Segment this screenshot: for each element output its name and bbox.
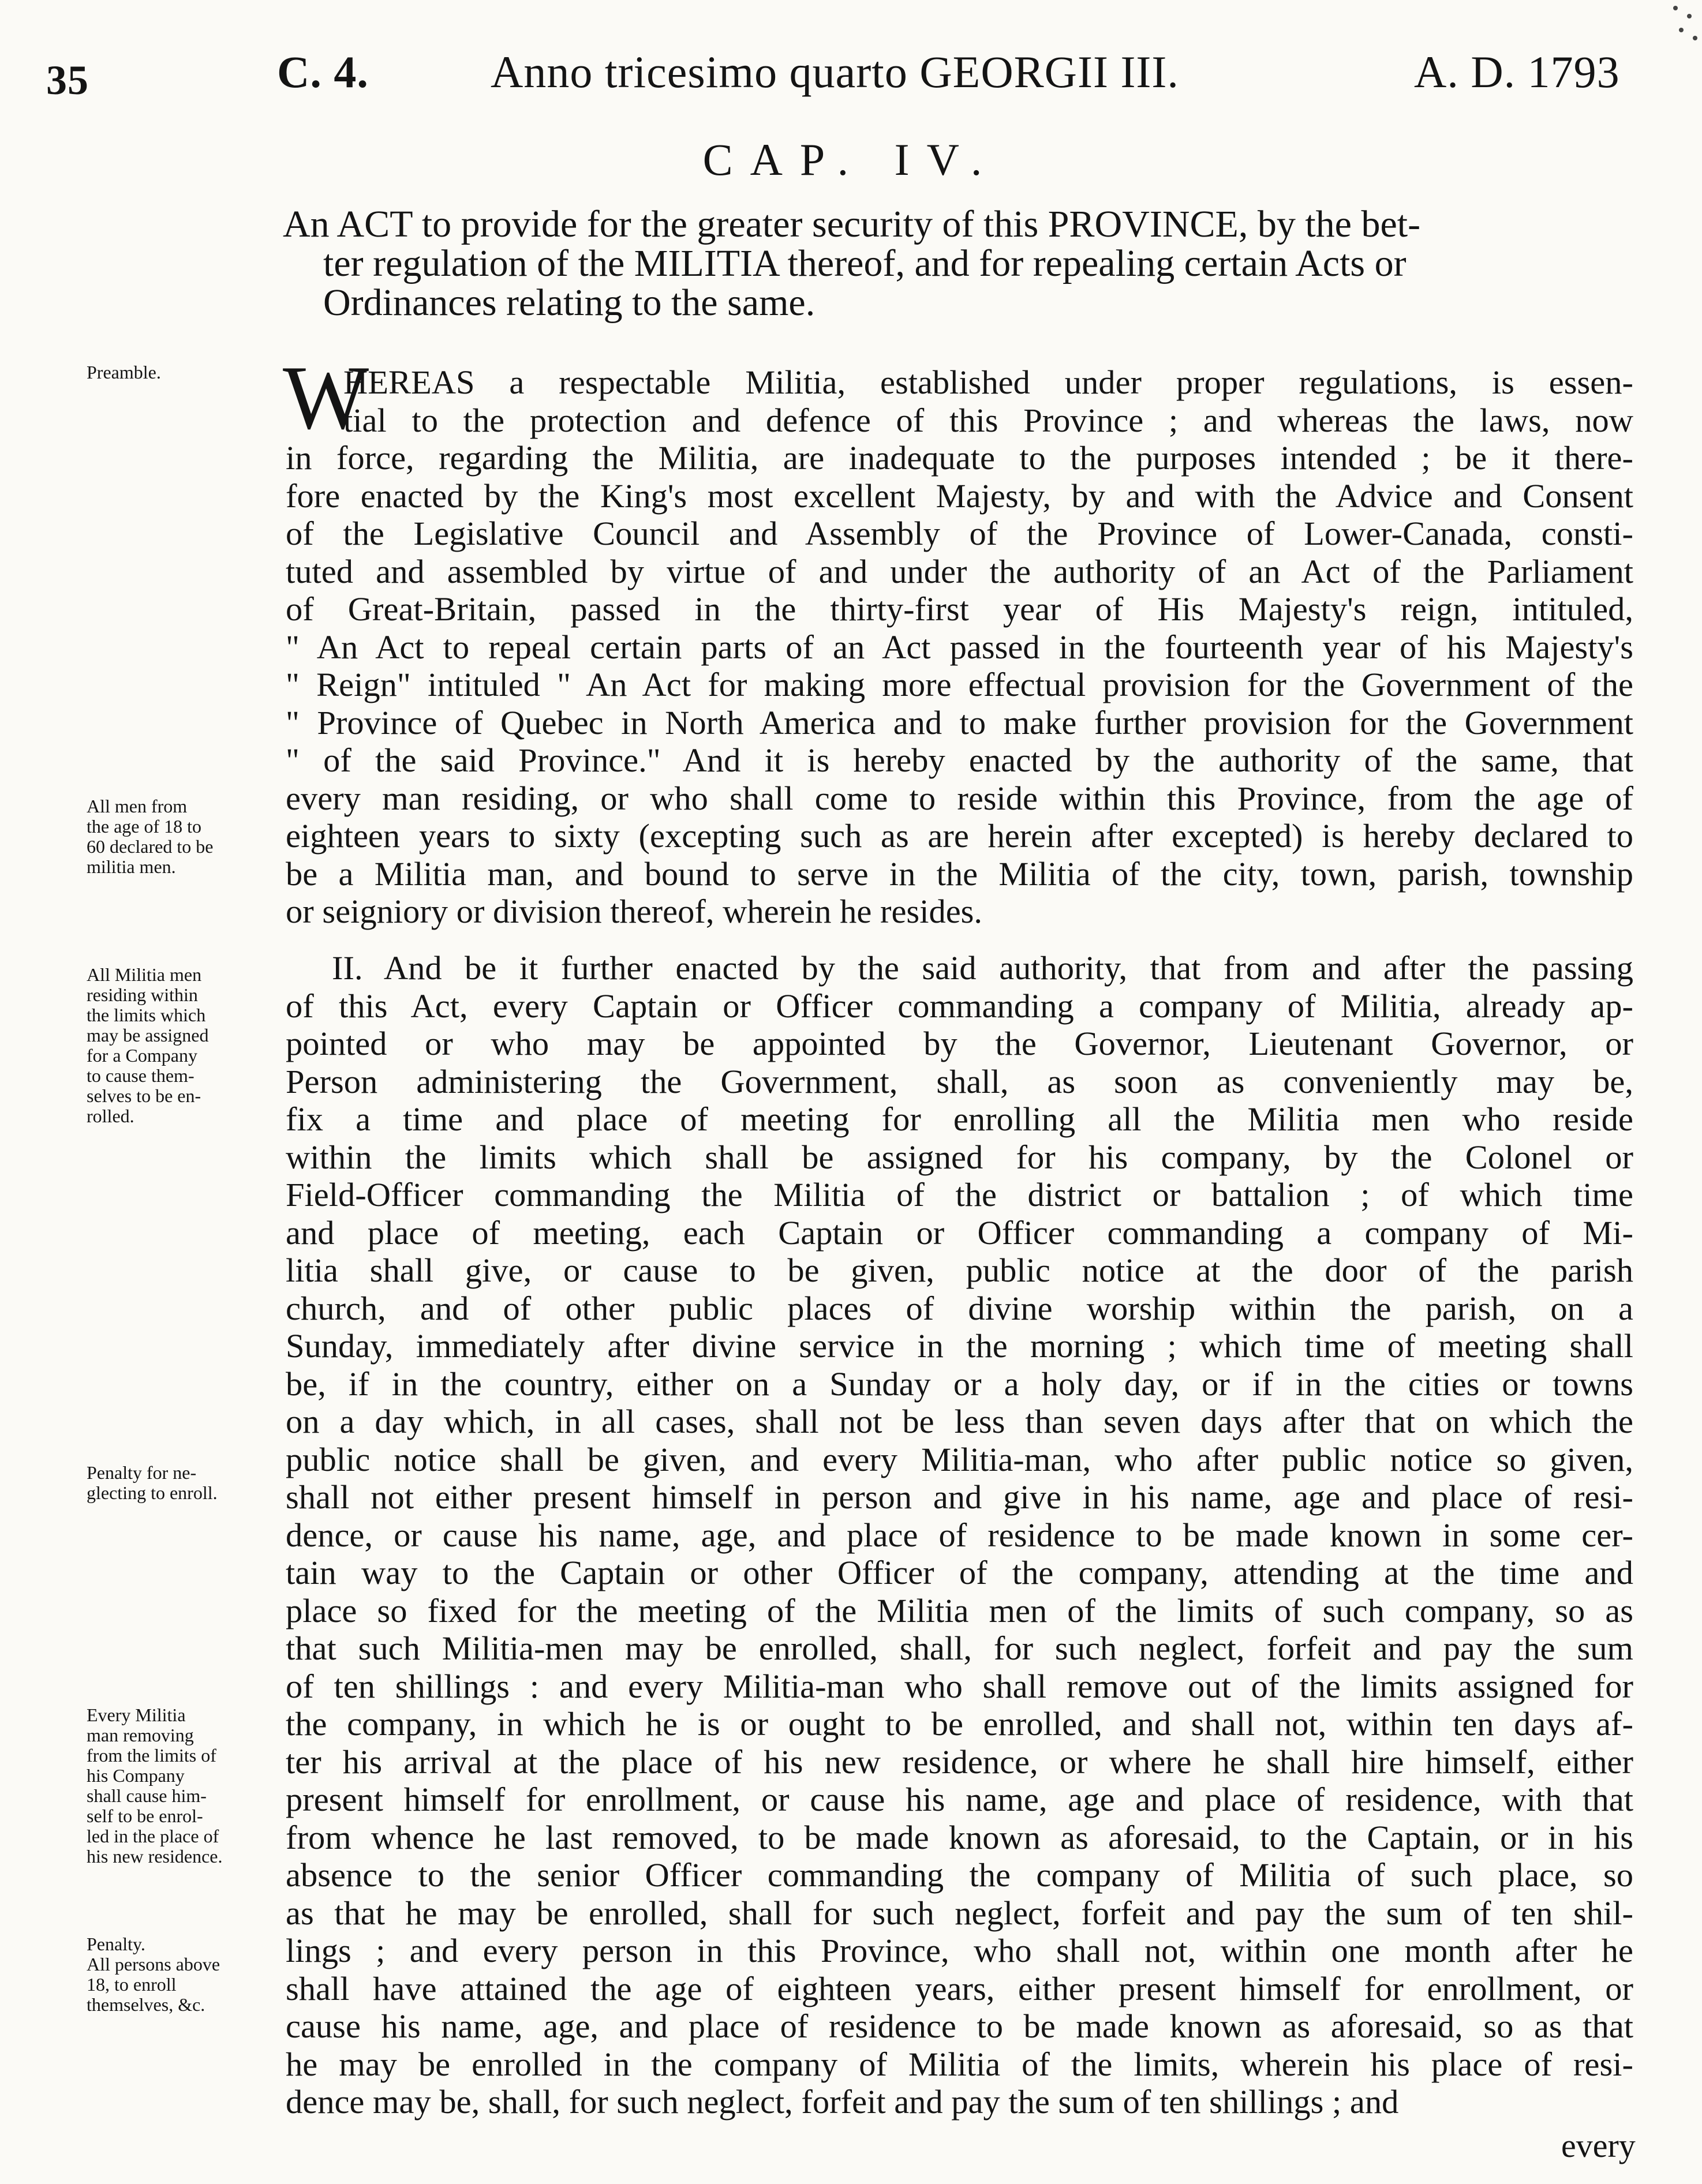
text-line: fore enacted by the King's most excellent Majesty, by and with the Advice and Consent xyxy=(286,477,1633,515)
text-line: that such Militia-men may be enrolled, shall, for such neglect, forfeit and pay the sum xyxy=(286,1629,1633,1667)
text-line: " of the said Province." And it is hereby enacted by the authority of the same, that xyxy=(286,741,1633,779)
text-line: tial to the protection and defence of this Province ; and whereas the laws, now xyxy=(343,401,1633,439)
text-line: dence, or cause his name, age, and place of residence to be made known in some cer- xyxy=(286,1516,1633,1554)
text-line: Person administering the Government, shall, as soon as conveniently may be, xyxy=(286,1062,1633,1100)
margin-note-line: glecting to enroll. xyxy=(87,1482,218,1503)
margin-note-line: selves to be en- xyxy=(87,1085,201,1106)
text-line: fix a time and place of meeting for enrolling all the Militia men who reside xyxy=(286,1100,1633,1138)
margin-note-preamble xyxy=(87,362,289,383)
text-line: ter his arrival at the place of his new residence, or where he shall hire himself, either xyxy=(286,1743,1633,1781)
margin-note-penalty-enroll xyxy=(87,1463,289,1503)
margin-note-line: the limits which xyxy=(87,1005,206,1025)
margin-note-line: Penalty for ne- xyxy=(87,1462,197,1483)
text-line: of Great-Britain, passed in the thirty-first year of His Majesty's reign, intituled, xyxy=(286,590,1633,628)
text-line: Field-Officer commanding the Militia of the district or battalion ; of which time xyxy=(286,1176,1633,1213)
text-line: shall have attained the age of eighteen years, either present himself for enrollment, or xyxy=(286,1969,1633,2007)
section-two-paragraph xyxy=(286,949,1633,2121)
text-line: II. And be it further enacted by the said authority, that from and after the passing xyxy=(332,949,1633,987)
text-line: Sunday, immediately after divine service in the morning ; which time of meeting shall xyxy=(286,1327,1633,1365)
preamble-paragraph xyxy=(286,364,1633,931)
margin-note-line: 60 declared to be xyxy=(87,836,214,857)
margin-note-line: from the limits of xyxy=(87,1745,216,1766)
margin-note-penalty-persons xyxy=(87,1934,289,2015)
text-line: tuted and assembled by virtue of and under the authority of an Act of the Parliament xyxy=(286,552,1633,590)
margin-note-line: to cause them- xyxy=(87,1065,194,1086)
act-title-line: Ordinances relating to the same. xyxy=(323,282,816,324)
text-line: pointed or who may be appointed by the Governor, Lieutenant Governor, or xyxy=(286,1025,1633,1062)
margin-note-line: residing within xyxy=(87,984,198,1005)
text-line: and place of meeting, each Captain or Officer commanding a company of Mi- xyxy=(286,1213,1633,1252)
text-line: absence to the senior Officer commanding the company of Militia of such place, so xyxy=(286,1856,1633,1894)
drop-cap: W xyxy=(283,347,369,448)
margin-note-removing xyxy=(87,1705,289,1867)
text-line: eighteen years to sixty (excepting such as are herein after excepted) is hereby declared to xyxy=(286,817,1633,855)
text-line: the company, in which he is or ought to be enrolled, and shall not, within ten days af- xyxy=(286,1705,1633,1743)
text-line: cause his name, age, and place of residence to be made known as aforesaid, so as that xyxy=(286,2007,1633,2045)
text-line: he may be enrolled in the company of Militia of the limits, wherein his place of resi- xyxy=(286,2045,1633,2083)
margin-note-militia-men xyxy=(87,796,289,877)
margin-note-enrolled xyxy=(87,965,289,1126)
text-line: of ten shillings : and every Militia-man who shall remove out of the limits assigned for xyxy=(286,1667,1633,1705)
text-line: of this Act, every Captain or Officer commanding a company of Militia, already ap- xyxy=(286,987,1633,1025)
text-line: every man residing, or who shall come to reside within this Province, from the age of xyxy=(286,779,1633,817)
margin-note-line: themselves, &c. xyxy=(87,1994,205,2015)
text-line: present himself for enrollment, or cause his name, age and place of residence, with that xyxy=(286,1781,1633,1818)
act-title xyxy=(283,205,1633,323)
text-line: place so fixed for the meeting of the Militia men of the limits of such company, so as xyxy=(286,1591,1633,1629)
text-line: dence may be, shall, for such neglect, forfeit and pay the sum of ten shillings ; and xyxy=(286,2083,1399,2121)
header-title: Anno tricesimo quarto GEORGII III. xyxy=(491,47,1179,97)
page-number: 35 xyxy=(46,57,89,103)
text-line: be, if in the country, either on a Sunday or a holy day, or if in the cities or towns xyxy=(286,1365,1633,1403)
act-title-line: ter regulation of the MILITIA thereof, and for repealing certain Acts or xyxy=(323,242,1407,284)
text-line: of the Legislative Council and Assembly of the Province of Lower-Canada, consti- xyxy=(286,515,1633,552)
margin-note-line: his Company xyxy=(87,1765,185,1786)
margin-note-line: his new residence. xyxy=(87,1846,223,1867)
text-line: HEREAS a respectable Militia, established under proper regulations, is essen- xyxy=(343,364,1633,401)
margin-note-line: Preamble. xyxy=(87,362,161,383)
margin-note-line: Penalty. xyxy=(87,1934,145,1954)
margin-note-line: self to be enrol- xyxy=(87,1805,203,1826)
text-line: as that he may be enrolled, shall for such neglect, forfeit and pay the sum of ten shil- xyxy=(286,1894,1633,1932)
margin-note-line: led in the place of xyxy=(87,1826,219,1846)
text-line: tain way to the Captain or other Officer of the company, attending at the time and xyxy=(286,1554,1633,1591)
header-year: A. D. 1793 xyxy=(1414,47,1620,97)
margin-note-line: All Militia men xyxy=(87,964,202,985)
running-header xyxy=(0,46,1702,115)
act-title-line: An ACT to provide for the greater security of this PROVINCE, by the bet- xyxy=(283,203,1421,245)
text-line: lings ; and every person in this Province, who shall not, within one month after he xyxy=(286,1932,1633,1969)
text-line: on a day which, in all cases, shall not be less than seven days after that on which the xyxy=(286,1403,1633,1440)
text-line: in force, regarding the Militia, are inadequate to the purposes intended ; be it there- xyxy=(286,439,1633,477)
margin-note-line: militia men. xyxy=(87,856,176,877)
margin-note-line: may be assigned xyxy=(87,1025,209,1046)
cap-heading: CAP. IV. xyxy=(702,134,1000,185)
text-line: be a Militia man, and bound to serve in the Militia of the city, town, parish, township xyxy=(286,855,1633,893)
text-line: " Reign" intituled " An Act for making more effectual provision for the Government of the xyxy=(286,666,1633,703)
margin-note-line: 18, to enroll xyxy=(87,1974,177,1995)
text-line: " Province of Quebec in North America and to make further provision for the Government xyxy=(286,703,1633,741)
text-line: church, and of other public places of divine worship within the parish, on a xyxy=(286,1289,1633,1327)
margin-note-line: for a Company xyxy=(87,1045,197,1066)
text-line: public notice shall be given, and every Militia-man, who after public notice so given, xyxy=(286,1440,1633,1478)
text-line: or seigniory or division thereof, wherein he resides. xyxy=(286,893,983,930)
catchword: every xyxy=(1561,2127,1636,2164)
margin-note-line: All persons above xyxy=(87,1954,220,1975)
margin-note-line: man removing xyxy=(87,1725,194,1745)
margin-note-line: All men from xyxy=(87,796,188,816)
margin-note-line: the age of 18 to xyxy=(87,816,202,837)
chapter-number: C. 4. xyxy=(277,47,369,97)
margin-note-line: Every Militia xyxy=(87,1705,186,1725)
text-line: from whence he last removed, to be made known as aforesaid, to the Captain, or in his xyxy=(286,1818,1633,1856)
page-edge-specks xyxy=(1662,0,1702,52)
margin-note-line: rolled. xyxy=(87,1106,134,1126)
text-line: shall not either present himself in person and give in his name, age and place of resi- xyxy=(286,1478,1633,1516)
text-line: litia shall give, or cause to be given, public notice at the door of the parish xyxy=(286,1252,1633,1289)
text-line: " An Act to repeal certain parts of an Act passed in the fourteenth year of his Majesty's xyxy=(286,628,1633,666)
text-line: within the limits which shall be assigned for his company, by the Colonel or xyxy=(286,1138,1633,1176)
margin-note-line: shall cause him- xyxy=(87,1785,207,1806)
